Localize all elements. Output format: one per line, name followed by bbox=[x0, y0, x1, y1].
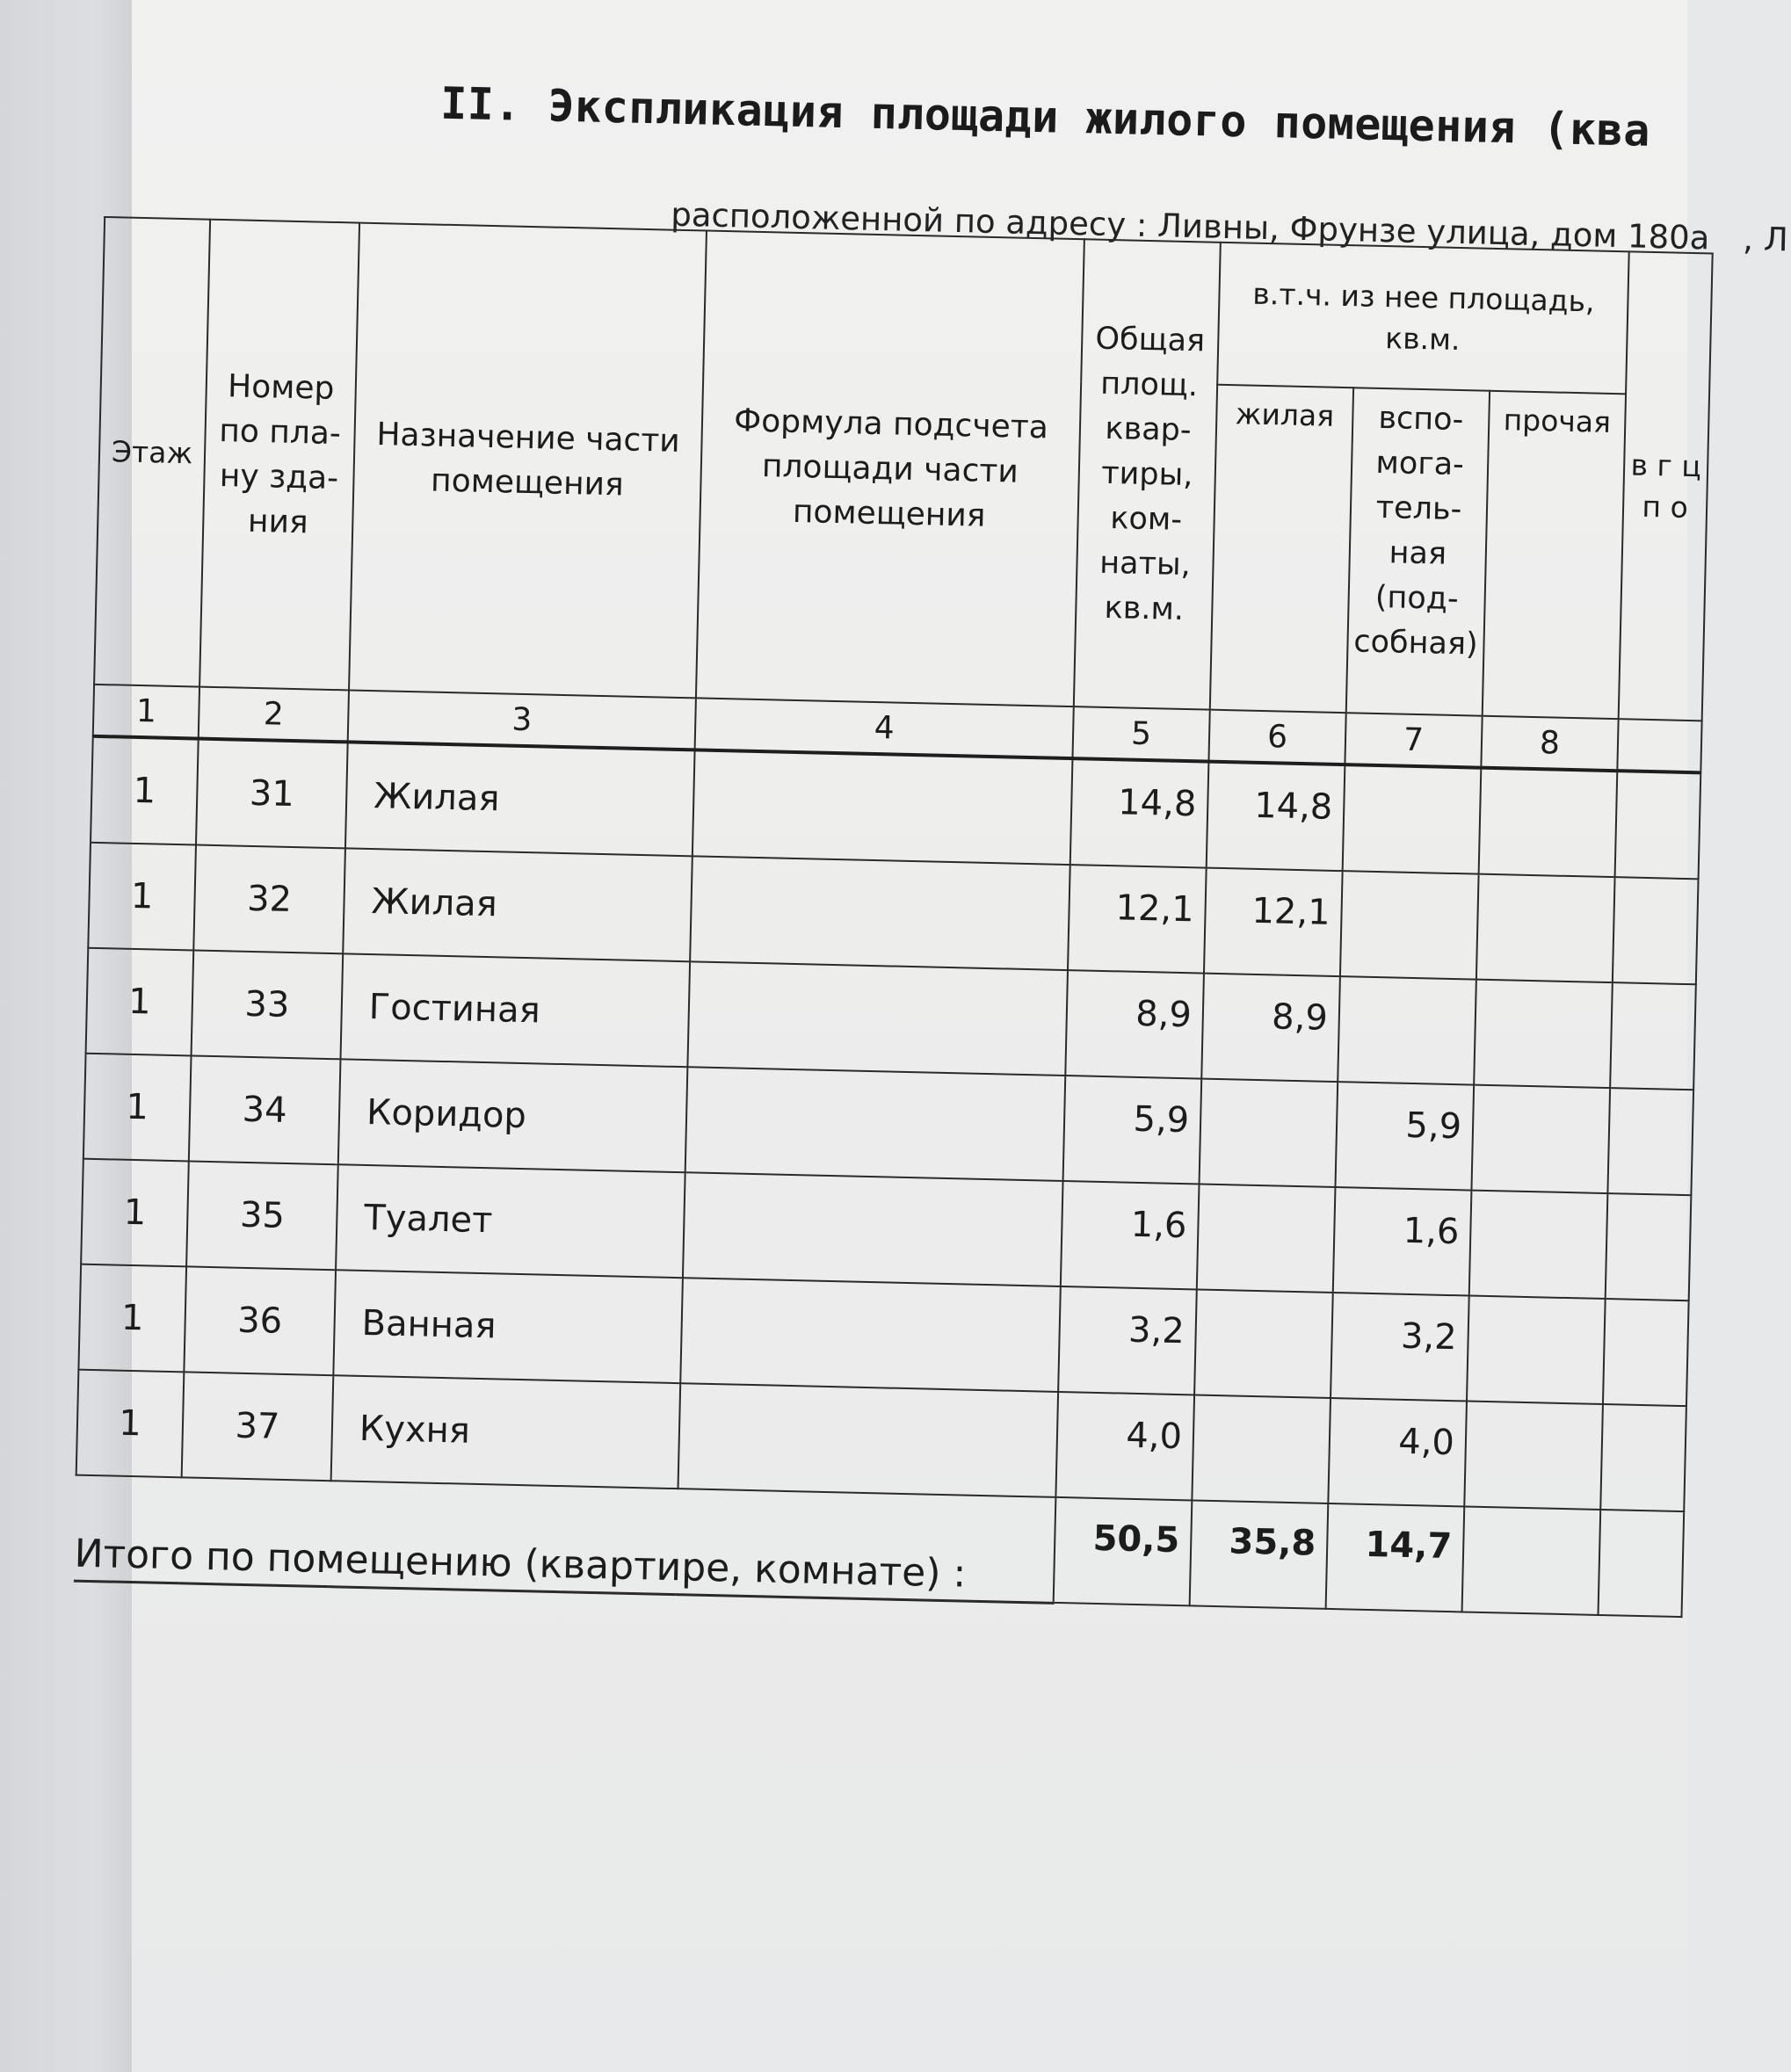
totals-label: Итого по помещению (квартире, комнате) : bbox=[74, 1475, 1055, 1603]
cell-purpose: Гостиная bbox=[340, 953, 690, 1067]
cell-number: 33 bbox=[192, 950, 344, 1059]
cell-living bbox=[1200, 1079, 1338, 1187]
header-floor: Этаж bbox=[94, 217, 210, 687]
cell-auxiliary: 1,6 bbox=[1333, 1187, 1472, 1295]
header-purpose: Назначение части помещения bbox=[349, 223, 707, 699]
cell-living: 12,1 bbox=[1204, 868, 1343, 976]
cell-formula bbox=[687, 961, 1068, 1076]
cell-floor: 1 bbox=[81, 1159, 189, 1267]
cell-number: 35 bbox=[186, 1161, 338, 1270]
cell-cut bbox=[1615, 771, 1701, 879]
cell-total: 1,6 bbox=[1061, 1181, 1200, 1289]
totals-other bbox=[1462, 1506, 1601, 1614]
column-number: 1 bbox=[93, 685, 199, 739]
cell-floor: 1 bbox=[91, 736, 199, 845]
cell-cut bbox=[1607, 1088, 1693, 1195]
header-including: в.т.ч. из нее площадь, кв.м. bbox=[1217, 243, 1629, 395]
cell-formula bbox=[678, 1383, 1059, 1497]
header-total-area: Общая площ. квар- тиры, ком- наты, кв.м. bbox=[1074, 239, 1221, 709]
cell-auxiliary: 3,2 bbox=[1331, 1293, 1469, 1401]
header-cut-column: в г ц п о bbox=[1619, 251, 1713, 721]
totals-auxiliary: 14,7 bbox=[1326, 1503, 1465, 1612]
explication-document bbox=[74, 69, 1789, 1597]
cell-auxiliary: 4,0 bbox=[1328, 1398, 1467, 1506]
cell-auxiliary bbox=[1338, 976, 1476, 1084]
column-number: 6 bbox=[1208, 710, 1345, 765]
cell-living bbox=[1192, 1395, 1331, 1503]
cell-auxiliary: 5,9 bbox=[1335, 1082, 1474, 1190]
cell-purpose: Туалет bbox=[336, 1164, 685, 1278]
column-number: 3 bbox=[348, 690, 696, 750]
cell-auxiliary bbox=[1340, 871, 1479, 979]
cell-total: 14,8 bbox=[1070, 758, 1209, 867]
cell-other bbox=[1474, 980, 1613, 1088]
column-number: 2 bbox=[199, 687, 349, 743]
cell-number: 37 bbox=[182, 1372, 334, 1481]
cell-formula bbox=[692, 750, 1073, 865]
cell-living: 8,9 bbox=[1201, 974, 1340, 1082]
document-title: II. Экспликация площади жилого помещения (ква bbox=[439, 77, 1651, 156]
cell-floor: 1 bbox=[78, 1264, 186, 1373]
header-living: жилая bbox=[1210, 385, 1353, 713]
header-auxiliary: вспо- мога- тель- ная (под- собная) bbox=[1346, 388, 1490, 715]
cell-other bbox=[1476, 874, 1615, 982]
cell-total: 4,0 bbox=[1055, 1392, 1194, 1500]
cell-number: 34 bbox=[189, 1055, 341, 1164]
cell-number: 32 bbox=[193, 845, 345, 954]
cell-cut bbox=[1610, 982, 1696, 1090]
cell-number: 36 bbox=[184, 1266, 336, 1375]
totals-total: 50,5 bbox=[1054, 1497, 1193, 1605]
cell-total: 8,9 bbox=[1065, 970, 1204, 1078]
column-number: 7 bbox=[1345, 713, 1482, 768]
cell-cut bbox=[1603, 1299, 1689, 1406]
cell-formula bbox=[690, 856, 1070, 970]
column-number: 5 bbox=[1072, 706, 1209, 762]
cell-purpose: Жилая bbox=[343, 848, 692, 961]
cell-other bbox=[1469, 1191, 1608, 1299]
cell-purpose: Ванная bbox=[333, 1270, 683, 1383]
cell-living bbox=[1197, 1185, 1336, 1293]
cell-formula bbox=[683, 1172, 1063, 1286]
column-number: 4 bbox=[695, 698, 1074, 758]
cell-auxiliary bbox=[1343, 764, 1482, 873]
cell-living bbox=[1194, 1289, 1333, 1397]
header-plan-number: Номер по пла- ну зда- ния bbox=[199, 220, 359, 691]
cell-living: 14,8 bbox=[1207, 762, 1345, 871]
cell-total: 12,1 bbox=[1068, 865, 1207, 973]
cell-cut bbox=[1606, 1193, 1692, 1300]
cell-total: 3,2 bbox=[1058, 1286, 1197, 1395]
cell-other bbox=[1467, 1296, 1606, 1404]
cell-other bbox=[1471, 1085, 1610, 1193]
cell-purpose: Жилая bbox=[345, 742, 695, 856]
cell-floor: 1 bbox=[76, 1370, 185, 1478]
address-text: расположенной по адресу : Ливны, Фрунзе улица, дом 180а bbox=[670, 195, 1710, 257]
cell-cut bbox=[1600, 1404, 1686, 1511]
totals-living: 35,8 bbox=[1190, 1500, 1329, 1608]
column-number-cut bbox=[1617, 719, 1701, 772]
cell-floor: 1 bbox=[83, 1054, 192, 1162]
totals-cut bbox=[1599, 1510, 1685, 1617]
cell-other bbox=[1464, 1401, 1603, 1509]
cell-formula bbox=[680, 1278, 1061, 1392]
explication-table bbox=[73, 216, 1714, 1619]
cell-number: 31 bbox=[196, 739, 348, 849]
cell-other bbox=[1479, 768, 1618, 877]
cell-purpose: Коридор bbox=[338, 1059, 688, 1172]
cell-cut bbox=[1613, 877, 1699, 984]
cell-floor: 1 bbox=[88, 843, 196, 951]
header-other: прочая bbox=[1483, 391, 1626, 719]
address-extra: , Л bbox=[1742, 220, 1789, 259]
header-formula: Формула подсчета площади части помещения bbox=[696, 231, 1084, 707]
cell-formula bbox=[685, 1067, 1066, 1181]
cell-floor: 1 bbox=[86, 948, 194, 1056]
column-number: 8 bbox=[1481, 716, 1618, 772]
cell-purpose: Кухня bbox=[331, 1375, 681, 1489]
cell-total: 5,9 bbox=[1063, 1076, 1202, 1184]
